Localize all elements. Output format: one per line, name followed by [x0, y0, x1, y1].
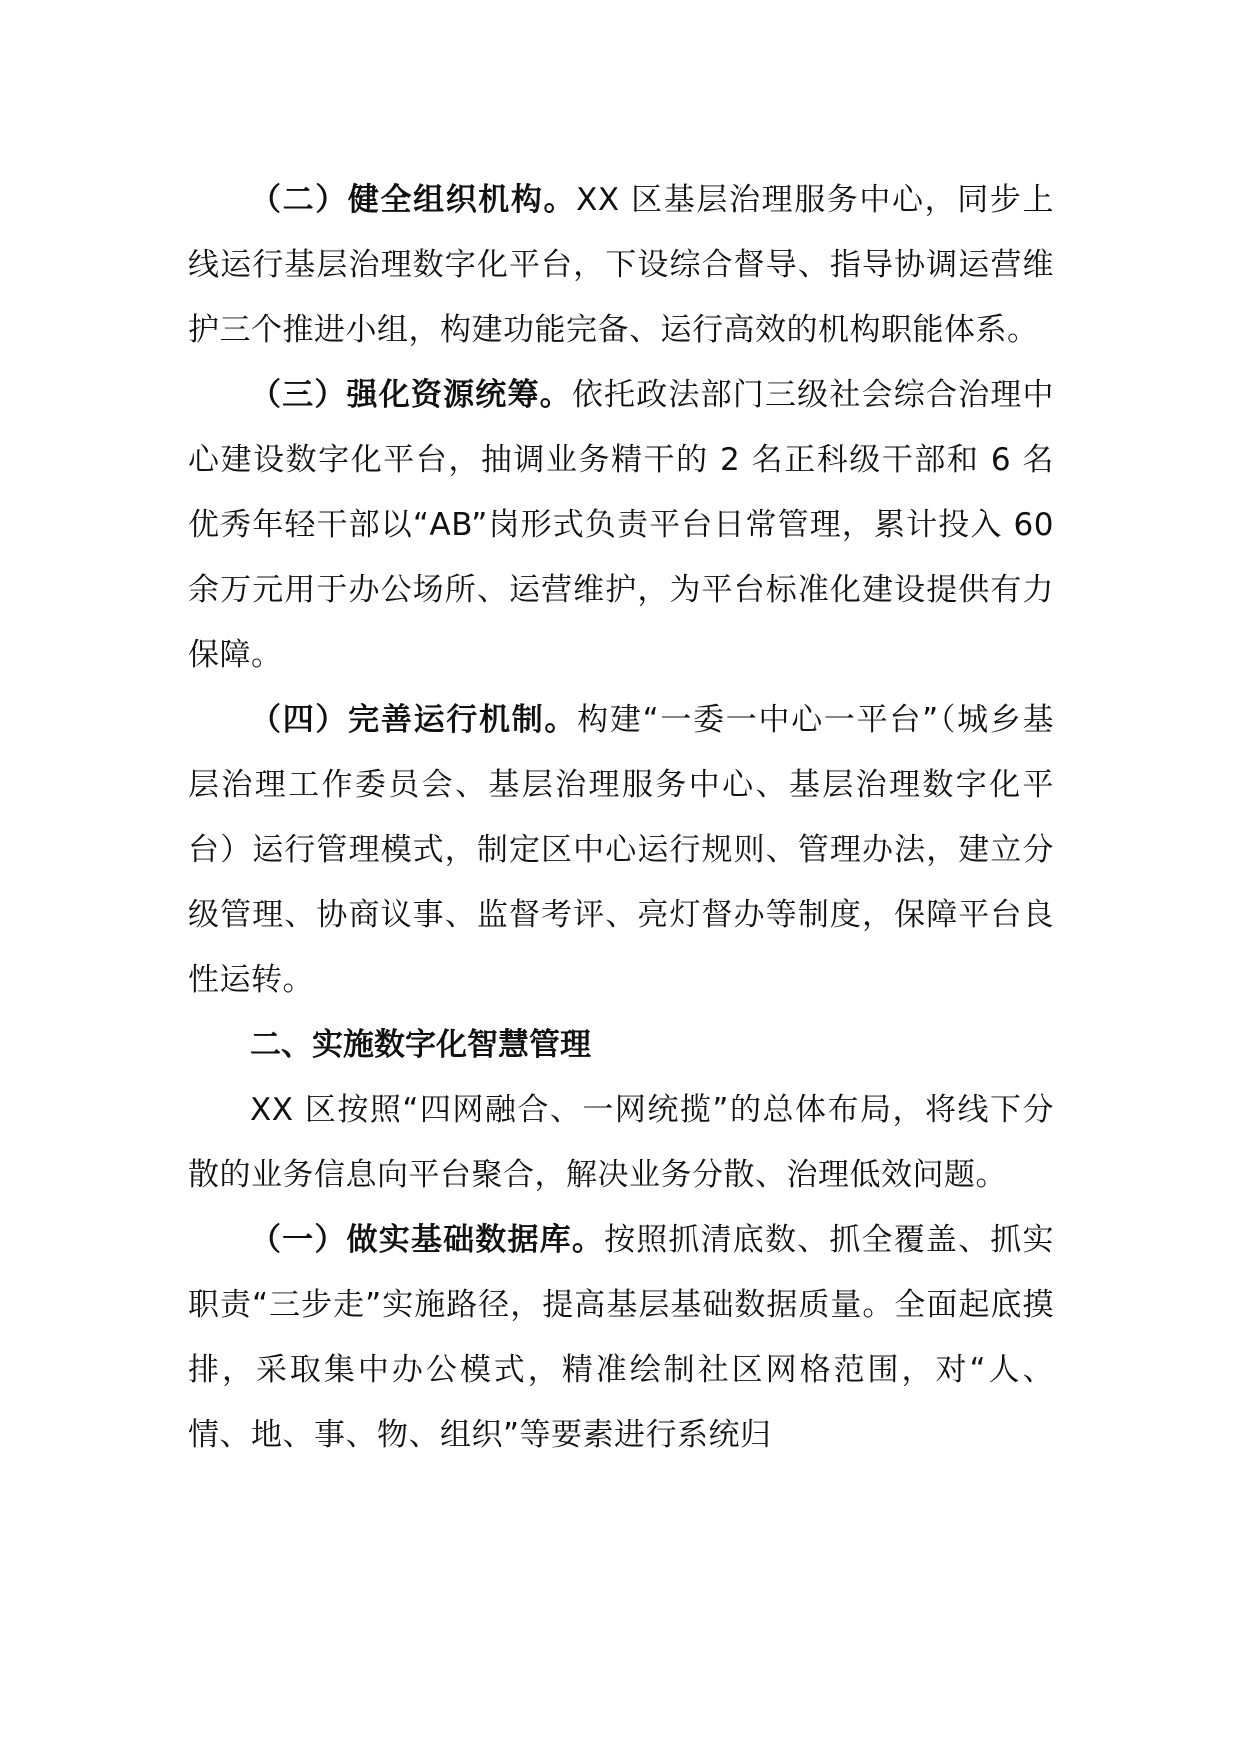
- paragraph-text: XX 区基层治理服务中心，同步上线运行基层治理数字化平台，下设综合督导、指导协调运营维护三个推进小组，构建功能完备、运行高效的机构职能体系。: [188, 182, 1055, 348]
- paragraph-lead: （三）强化资源统筹。: [250, 377, 572, 413]
- paragraph-mechanism: [188, 688, 1054, 1013]
- paragraph-database: [188, 1208, 1054, 1468]
- section-heading: 二、实施数字化智慧管理: [250, 1027, 591, 1063]
- paragraph-text: 构建“一委一中心一平台”（城乡基层治理工作委员会、基层治理服务中心、基层治理数字化平台）运行管理模式，制定区中心运行规则、管理办法，建立分级管理、协商议事、监督考评、亮灯督办等制度，保障平台良性运转。: [188, 702, 1054, 998]
- paragraph-lead: （一）做实基础数据库。: [250, 1222, 605, 1258]
- paragraph-lead: （四）完善运行机制。: [250, 702, 578, 738]
- paragraph-text: 依托政法部门三级社会综合治理中心建设数字化平台，抽调业务精干的 2 名正科级干部和 6 名优秀年轻干部以“AB”岗形式负责平台日常管理，累计投入 60 余万元用于办公场所、运营维护，为平台标准化建设提供有力保障。: [188, 377, 1054, 673]
- paragraph-lead: （二）健全组织机构。: [250, 182, 577, 218]
- paragraph-resources: [188, 363, 1054, 688]
- paragraph-text: 按照抓清底数、抓全覆盖、抓实职责“三步走”实施路径，提高基层基础数据质量。全面起底摸排，采取集中办公模式，精准绘制社区网格范围，对“人、情、地、事、物、组织”等要素进行系统归: [188, 1222, 1054, 1453]
- paragraph-organization: [188, 168, 1054, 363]
- document-body: [188, 168, 1054, 1468]
- section-intro: XX 区按照“四网融合、一网统揽”的总体布局，将线下分散的业务信息向平台聚合，解决业务分散、治理低效问题。: [188, 1092, 1054, 1193]
